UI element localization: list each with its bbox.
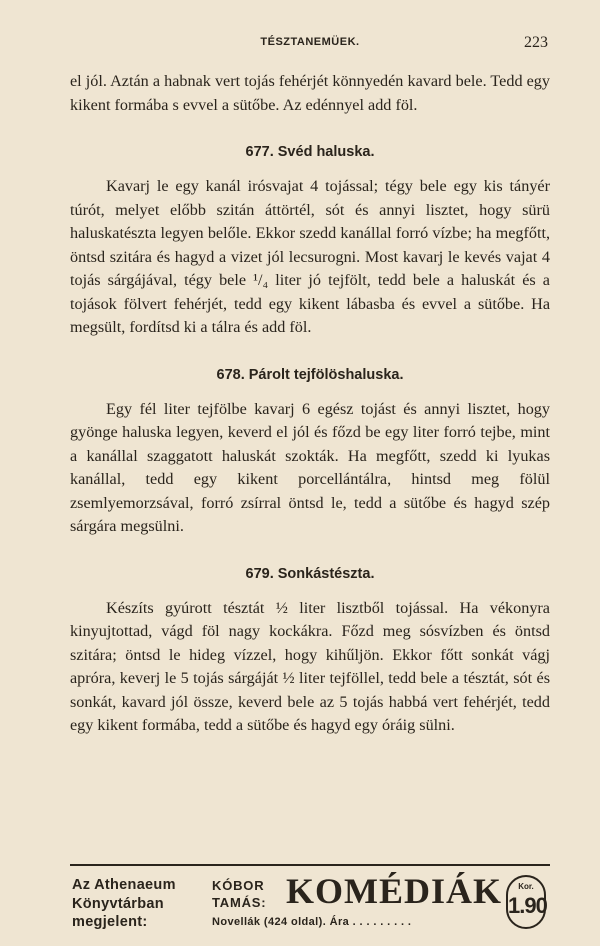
intro-paragraph: el jól. Aztán a habnak vert tojás fehérjét könnyedén kavard bele. Tedd egy kikent formába s evvel a sütőbe. Az edénnyel add föl.: [70, 72, 550, 114]
recipe-677-text: Kavarj le egy kanál irósvajat 4 tojással; tégy bele egy kis tányér túrót, melyet előbb szitán áttörtél, sót és annyi lisztet, hogy sürü haluskatészta legyen belőle. Ekkor szedd kanállal forró vízbe; ha megfőtt, öntsd szitára és hagyd a vizet jól lecsurogni. Most kavarj le kevés vajat 4 tojás sárgájával, tégy bele ¹/₄ liter jó tejfölt, tedd bele a haluskát és a tojások fölvert fehérjét, tedd egy kikent lábasba és evvel a sütőbe. Ha megsült, fordítsd ki a tálra és add föl.: [70, 177, 550, 336]
recipe-677-title: 677. Svéd haluska.: [245, 144, 375, 160]
recipe-679-text: Készíts gyúrott tésztát ½ liter lisztből tojással. Ha vékonyra kinyujtottad, vágd föl nagy kockákra. Főzd meg sósvízben és öntsd szitára; öntsd le hideg vízzel, hogy kihűljön. Ekkor főtt sonkát vágj apróra, keverj le 5 tojás sárgáját ½ liter tejföllel, tedd bele a tésztát, sót és sonkát, kavard jól össze, keverd bele az 5 tojás habbá vert fehérjét, tedd egy kikent formába, tedd a sütőbe és hagyd egy óráig sülni.: [70, 598, 550, 734]
page-number: 223: [524, 34, 548, 51]
book-advertisement: [70, 873, 550, 939]
page-body: [70, 70, 550, 738]
recipe-679-title: 679. Sonkástészta.: [245, 565, 375, 582]
author-name: [212, 877, 266, 911]
price-unit: Kor.: [518, 882, 534, 891]
book-title: KOMÉDIÁK: [286, 871, 503, 911]
running-head: [70, 34, 550, 56]
footer-rule: [70, 864, 550, 866]
price-value: 1.90: [508, 893, 547, 918]
author-last-name: TAMÁS:: [212, 895, 267, 910]
book-subtitle: Novellák (424 oldal). Ára . . . . . . . . .: [212, 916, 412, 928]
publisher-line: Könyvtárban: [72, 895, 164, 912]
publisher-line: Az Athenaeum: [72, 877, 176, 893]
publisher-block: [72, 876, 176, 932]
price-badge: [506, 875, 546, 929]
running-title: TÉSZTANEMÜEK.: [260, 36, 360, 48]
recipe-678-text: Egy fél liter tejfölbe kavarj 6 egész tojást és annyi lisztet, hogy gyönge haluska legyen, keverd el jól és főzd be egy liter forró tejbe, mint a kanállal szaggatott haluskát szokták. Ha megfőtt, szedd ki lyukas kanállal, tedd egy kikent porcellántálra, hintsd meg fölül zsemlyemorzsával, forró zsírral öntsd le, tedd a sütőbe és hagyd szép sárgára megsülni.: [70, 399, 550, 535]
publisher-line: megjelent:: [72, 914, 148, 930]
recipe-678-title: 678. Párolt tejfölöshaluska.: [216, 366, 404, 383]
author-first-name: KÓBOR: [212, 878, 265, 893]
